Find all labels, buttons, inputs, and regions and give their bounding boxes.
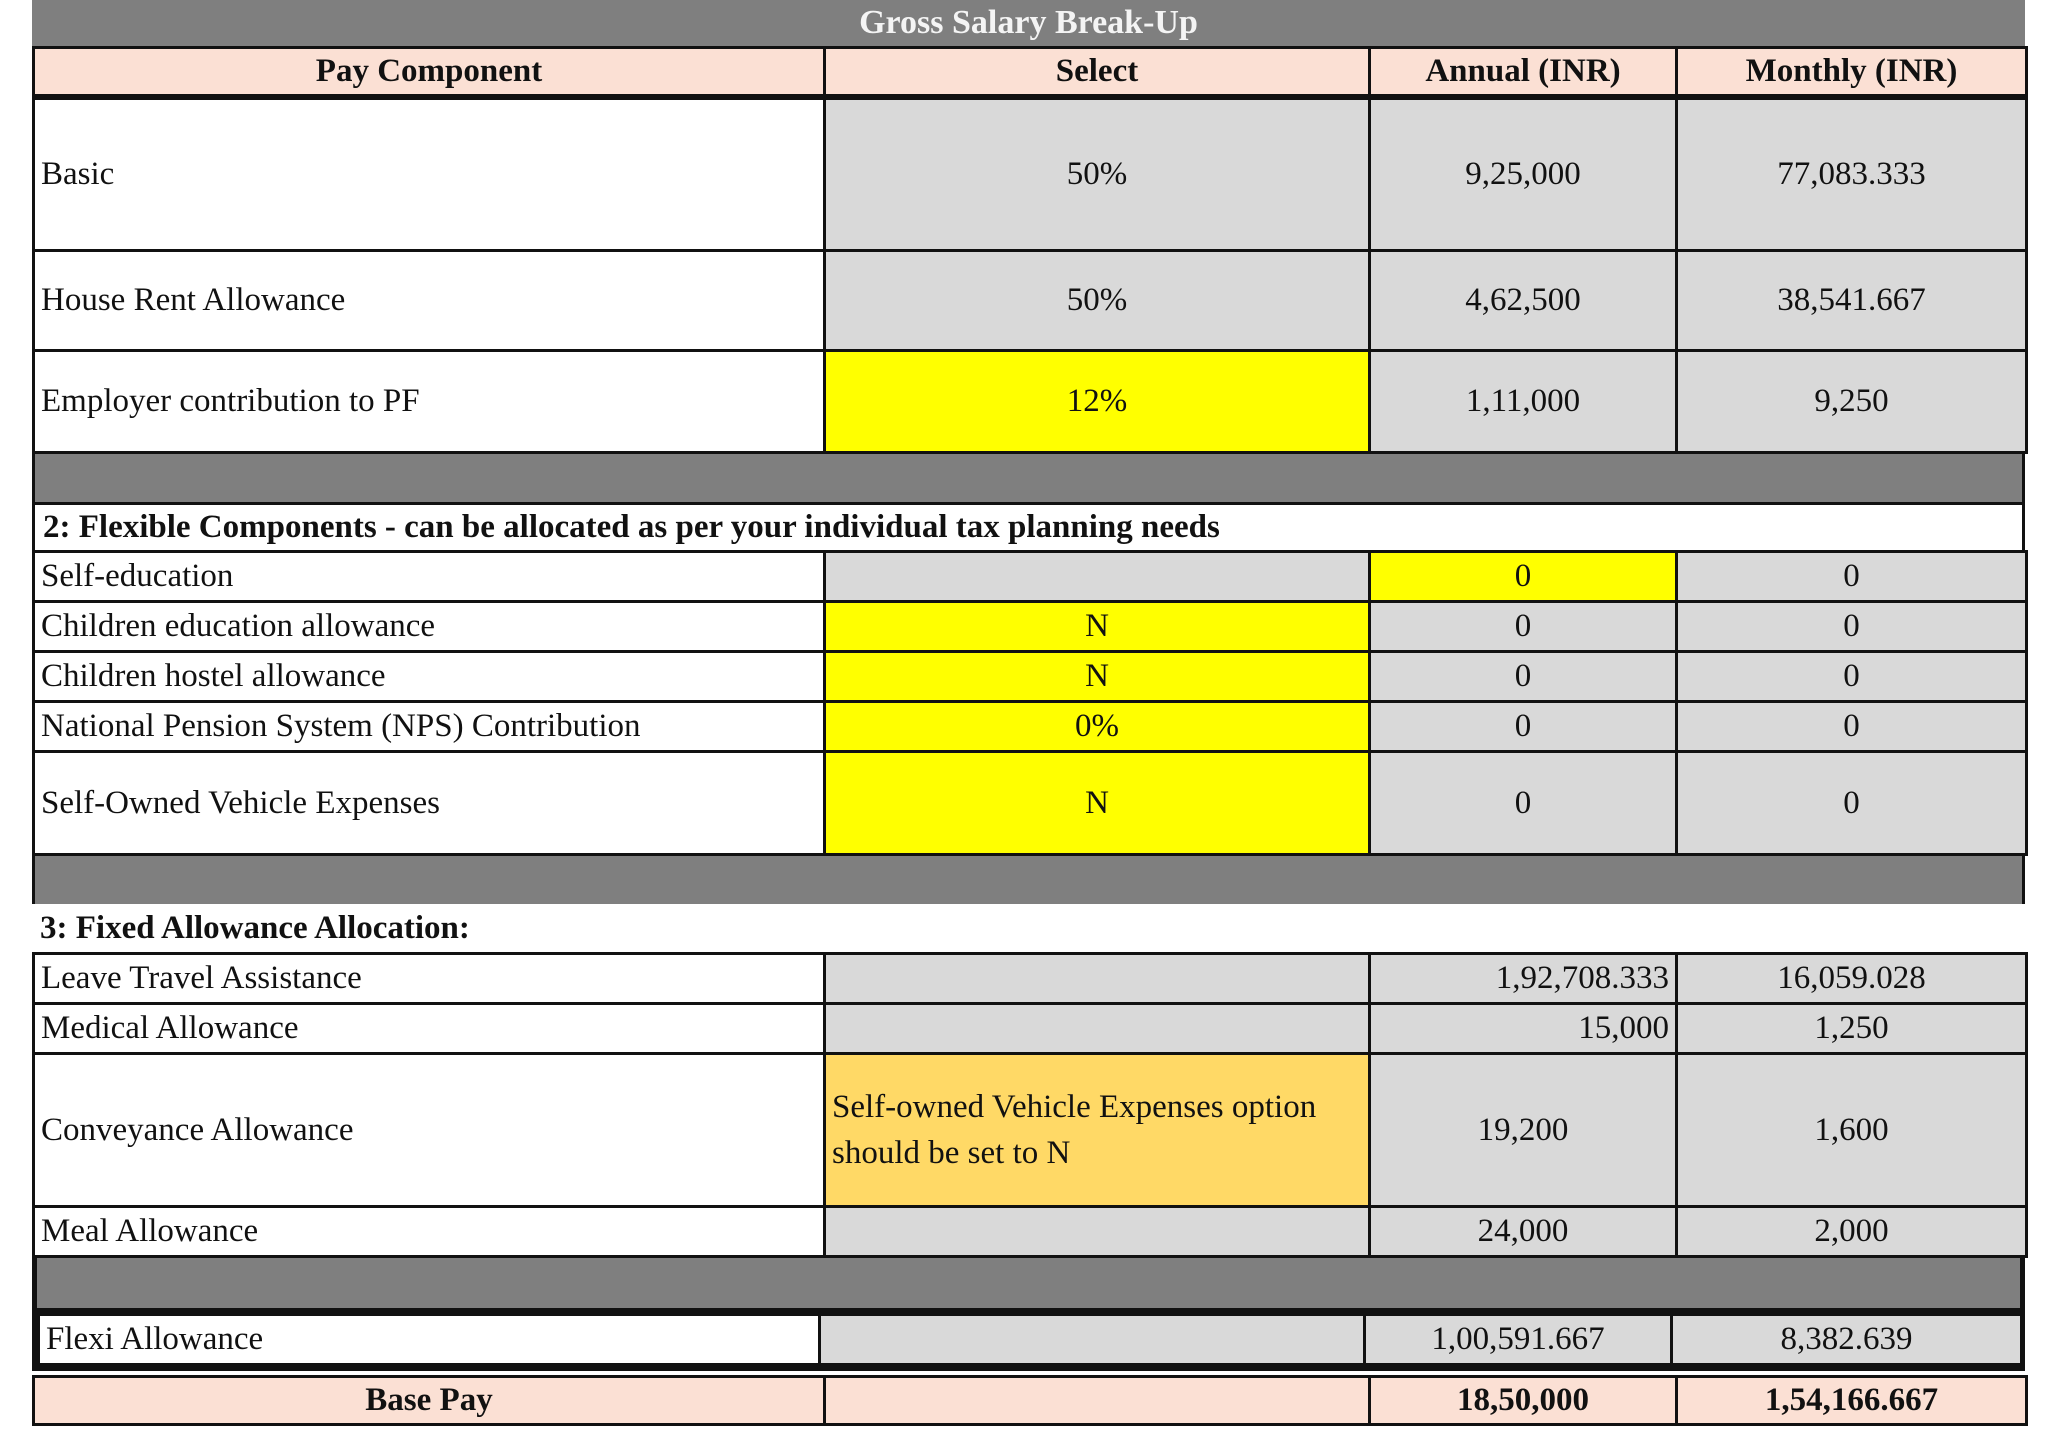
monthly-cell: 2,000 xyxy=(1677,1207,2027,1257)
base-pay-select xyxy=(825,1377,1370,1425)
conveyance-note: Self-owned Vehicle Expenses option should be set to N xyxy=(825,1054,1370,1207)
annual-cell: 19,200 xyxy=(1370,1054,1677,1207)
row-label: Basic xyxy=(34,99,825,251)
flexi-table xyxy=(37,1313,2023,1366)
row-label: National Pension System (NPS) Contribution xyxy=(34,702,825,752)
base-pay-label: Base Pay xyxy=(34,1377,825,1425)
table-row-lta xyxy=(34,954,2027,1004)
header-annual: Annual (INR) xyxy=(1370,48,1677,96)
monthly-cell: 0 xyxy=(1677,552,2027,602)
monthly-cell: 1,250 xyxy=(1677,1004,2027,1054)
annual-cell: 1,11,000 xyxy=(1370,351,1677,453)
table-row-meal xyxy=(34,1207,2027,1257)
annual-cell: 15,000 xyxy=(1370,1004,1677,1054)
monthly-cell: 16,059.028 xyxy=(1677,954,2027,1004)
header-row xyxy=(34,48,2027,96)
annual-cell: 0 xyxy=(1370,602,1677,652)
table-row-children-hostel xyxy=(34,652,2027,702)
monthly-cell: 0 xyxy=(1677,652,2027,702)
annual-cell: 0 xyxy=(1370,702,1677,752)
monthly-cell: 0 xyxy=(1677,702,2027,752)
annual-cell: 1,92,708.333 xyxy=(1370,954,1677,1004)
section3-title: 3: Fixed Allowance Allocation: xyxy=(32,904,2025,952)
row-label: Conveyance Allowance xyxy=(34,1054,825,1207)
select-cell xyxy=(825,1207,1370,1257)
row-label: Children education allowance xyxy=(34,602,825,652)
monthly-cell: 1,600 xyxy=(1677,1054,2027,1207)
header-table xyxy=(32,46,2028,97)
separator-band xyxy=(32,1258,2025,1308)
table-row-base-pay xyxy=(34,1377,2027,1425)
monthly-cell: 0 xyxy=(1677,602,2027,652)
table-row-basic xyxy=(34,99,2027,251)
table-row-pf xyxy=(34,351,2027,453)
separator-band xyxy=(32,454,2025,502)
base-pay-table xyxy=(32,1375,2028,1426)
row-label: Self-Owned Vehicle Expenses xyxy=(34,752,825,855)
row-label: House Rent Allowance xyxy=(34,251,825,351)
row-label: Medical Allowance xyxy=(34,1004,825,1054)
table-row-conveyance xyxy=(34,1054,2027,1207)
separator-band xyxy=(32,856,2025,904)
row-label: Flexi Allowance xyxy=(39,1315,820,1365)
base-pay-annual: 18,50,000 xyxy=(1370,1377,1677,1425)
flexi-allowance-box xyxy=(32,1308,2025,1371)
table-row-self-education xyxy=(34,552,2027,602)
row-label: Children hostel allowance xyxy=(34,652,825,702)
sheet-title: Gross Salary Break-Up xyxy=(32,0,2025,46)
annual-cell: 0 xyxy=(1370,752,1677,855)
salary-sheet xyxy=(32,0,2025,1426)
select-cell xyxy=(825,1004,1370,1054)
section2-title: 2: Flexible Components - can be allocated as per your individual tax planning needs xyxy=(32,502,2025,550)
table-row-vehicle xyxy=(34,752,2027,855)
base-pay-monthly: 1,54,166.667 xyxy=(1677,1377,2027,1425)
select-cell xyxy=(825,954,1370,1004)
monthly-cell: 8,382.639 xyxy=(1672,1315,2022,1365)
table-row-children-education xyxy=(34,602,2027,652)
select-input-cell[interactable]: 0% xyxy=(825,702,1370,752)
select-input-cell[interactable]: N xyxy=(825,652,1370,702)
table-row-nps xyxy=(34,702,2027,752)
monthly-cell: 38,541.667 xyxy=(1677,251,2027,351)
row-label: Self-education xyxy=(34,552,825,602)
monthly-cell: 0 xyxy=(1677,752,2027,855)
header-pay-component: Pay Component xyxy=(34,48,825,96)
header-monthly: Monthly (INR) xyxy=(1677,48,2027,96)
select-cell[interactable]: 50% xyxy=(825,99,1370,251)
table-row-hra xyxy=(34,251,2027,351)
row-label: Meal Allowance xyxy=(34,1207,825,1257)
annual-input-cell[interactable]: 0 xyxy=(1370,552,1677,602)
select-input-cell[interactable]: 12% xyxy=(825,351,1370,453)
annual-cell: 0 xyxy=(1370,652,1677,702)
select-cell[interactable]: 50% xyxy=(825,251,1370,351)
annual-cell: 9,25,000 xyxy=(1370,99,1677,251)
section2-table xyxy=(32,550,2028,856)
table-row-medical xyxy=(34,1004,2027,1054)
monthly-cell: 9,250 xyxy=(1677,351,2027,453)
select-cell xyxy=(825,552,1370,602)
select-input-cell[interactable]: N xyxy=(825,602,1370,652)
table-row-flexi xyxy=(39,1315,2022,1365)
annual-cell: 1,00,591.667 xyxy=(1365,1315,1672,1365)
section1-table xyxy=(32,97,2028,454)
section3-table xyxy=(32,952,2028,1258)
annual-cell: 4,62,500 xyxy=(1370,251,1677,351)
row-label: Employer contribution to PF xyxy=(34,351,825,453)
header-select: Select xyxy=(825,48,1370,96)
select-input-cell[interactable]: N xyxy=(825,752,1370,855)
row-label: Leave Travel Assistance xyxy=(34,954,825,1004)
annual-cell: 24,000 xyxy=(1370,1207,1677,1257)
select-cell xyxy=(820,1315,1365,1365)
monthly-cell: 77,083.333 xyxy=(1677,99,2027,251)
